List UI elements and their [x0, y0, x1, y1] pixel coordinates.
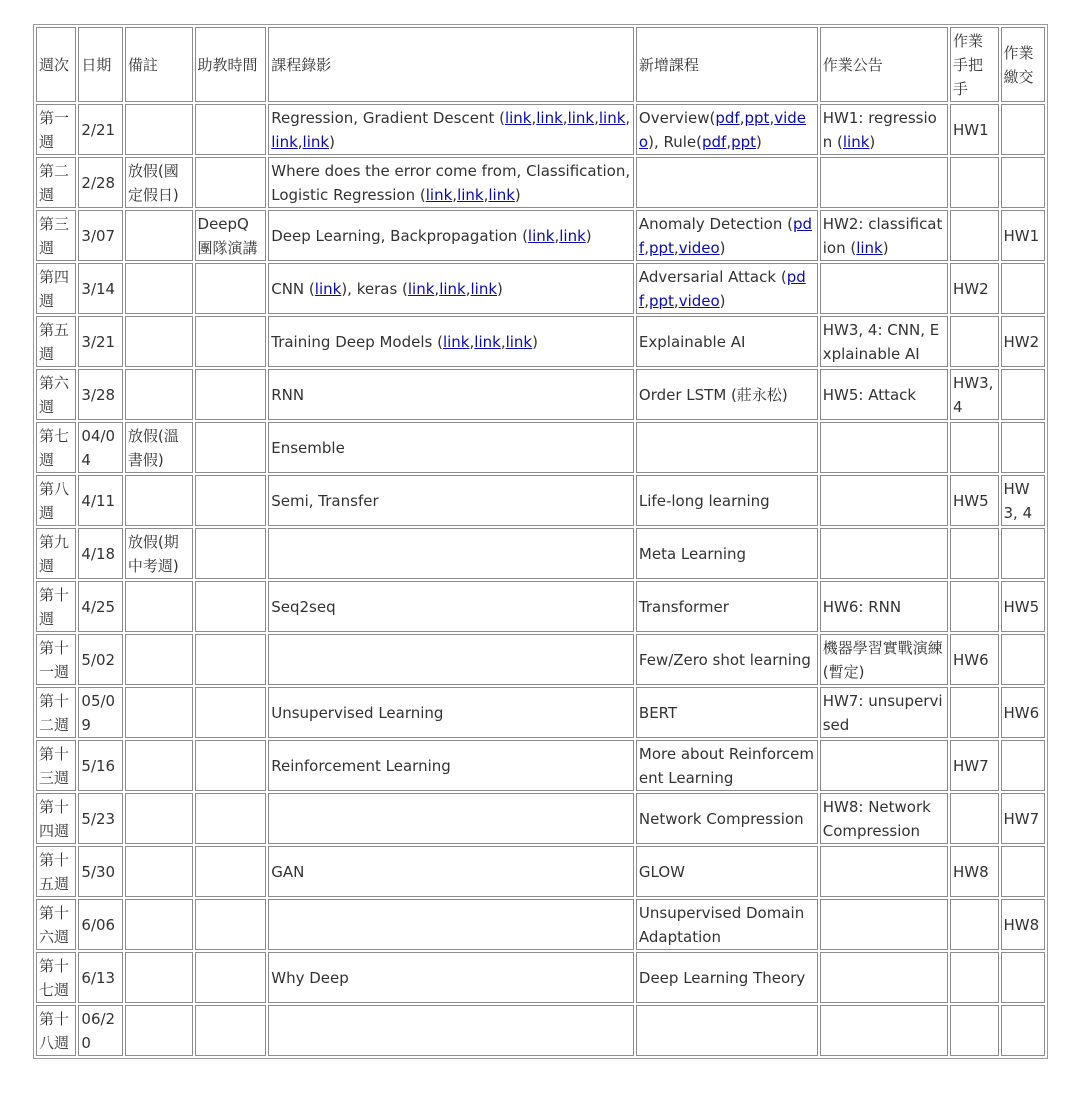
hw-tutorial-cell: HW6: [950, 634, 998, 685]
link-link[interactable]: link: [504, 108, 532, 127]
cell-text: ): [869, 132, 876, 151]
pdf-link[interactable]: pdf: [702, 132, 727, 151]
lecture-video-cell: [268, 210, 634, 261]
lecture-video-cell: [268, 581, 634, 632]
hw-submission-cell: [1001, 104, 1046, 155]
hw-submission-cell: [1001, 528, 1046, 579]
date-cell: 5/30: [78, 846, 122, 897]
ta-hours-cell: [195, 263, 267, 314]
lecture-video-cell: [268, 952, 634, 1003]
week-cell: 第三週: [36, 210, 76, 261]
note-cell: [125, 369, 193, 420]
week-cell: 第十四週: [36, 793, 76, 844]
new-lecture-cell: [636, 634, 818, 685]
cell-text: ): [719, 291, 726, 310]
cell-text: Anomaly Detection (: [638, 214, 793, 233]
ta-hours-cell: [195, 740, 267, 791]
table-row: [36, 210, 1045, 261]
date-cell: 5/02: [78, 634, 122, 685]
cell-text: CNN (: [271, 279, 315, 298]
video-link[interactable]: video: [678, 291, 720, 310]
note-cell: [125, 846, 193, 897]
note-cell: 放假(期中考週): [125, 528, 193, 579]
hw-announcement-cell: [820, 210, 948, 261]
date-cell: 4/11: [78, 475, 122, 526]
cell-text: Overview(: [638, 108, 716, 127]
header-ta-hours: 助教時間: [195, 27, 267, 102]
cell-text: ): [585, 226, 592, 245]
date-cell: 3/28: [78, 369, 122, 420]
cell-text: ): [882, 238, 889, 257]
table-row: [36, 581, 1045, 632]
date-cell: 4/25: [78, 581, 122, 632]
table-row: [36, 422, 1045, 473]
cell-text: HW3, 4: CNN, Explainable AI: [822, 320, 940, 363]
hw-tutorial-cell: HW3, 4: [950, 369, 998, 420]
pdf-link[interactable]: pdf: [638, 267, 806, 310]
hw-announcement-cell: [820, 899, 948, 950]
hw-submission-cell: [1001, 846, 1046, 897]
hw-submission-cell: [1001, 634, 1046, 685]
link-link[interactable]: link: [536, 108, 563, 127]
header-date: 日期: [78, 27, 122, 102]
hw-announcement-cell: [820, 475, 948, 526]
header-note: 備註: [125, 27, 193, 102]
week-cell: 第十三週: [36, 740, 76, 791]
cell-text: ,: [739, 108, 745, 127]
new-lecture-cell: [636, 369, 818, 420]
hw-tutorial-cell: [950, 952, 998, 1003]
lecture-video-cell: [268, 899, 634, 950]
cell-text: Seq2seq: [271, 597, 336, 616]
table-row: [36, 740, 1045, 791]
ta-hours-cell: [195, 369, 267, 420]
cell-text: Explainable AI: [638, 332, 746, 351]
link-link[interactable]: link: [488, 185, 515, 204]
cell-text: GLOW: [638, 862, 685, 881]
ppt-link[interactable]: ppt: [744, 108, 770, 127]
link-link[interactable]: link: [567, 108, 595, 127]
hw-tutorial-cell: [950, 528, 998, 579]
link-link[interactable]: link: [439, 279, 466, 298]
link-link[interactable]: link: [598, 108, 626, 127]
ta-hours-cell: [195, 104, 267, 155]
hw-tutorial-cell: HW7: [950, 740, 998, 791]
cell-text: ): [532, 332, 538, 351]
new-lecture-cell: [636, 104, 818, 155]
ppt-link[interactable]: ppt: [648, 291, 674, 310]
lecture-video-cell: [268, 369, 634, 420]
cell-text: ,: [554, 226, 560, 245]
cell-text: Ensemble: [271, 438, 345, 457]
cell-text: Deep Learning Theory: [638, 968, 806, 987]
cell-text: HW7: unsupervised: [822, 691, 943, 734]
week-cell: 第四週: [36, 263, 76, 314]
ta-hours-cell: [195, 793, 267, 844]
ta-hours-cell: [195, 157, 267, 208]
link-link[interactable]: link: [842, 132, 870, 151]
lecture-video-cell: [268, 846, 634, 897]
new-lecture-cell: [636, 528, 818, 579]
table-header-row: [36, 27, 1045, 102]
ppt-link[interactable]: ppt: [731, 132, 757, 151]
hw-announcement-cell: [820, 793, 948, 844]
hw-announcement-cell: [820, 634, 948, 685]
cell-text: Meta Learning: [638, 544, 747, 563]
date-cell: 4/18: [78, 528, 122, 579]
note-cell: [125, 475, 193, 526]
cell-text: HW8: Network Compression: [822, 797, 931, 840]
week-cell: 第一週: [36, 104, 76, 155]
table-row: [36, 687, 1045, 738]
ta-hours-cell: [195, 316, 267, 367]
week-cell: 第十七週: [36, 952, 76, 1003]
hw-tutorial-cell: [950, 316, 998, 367]
hw-tutorial-cell: [950, 687, 998, 738]
link-link[interactable]: link: [856, 238, 883, 257]
table-row: [36, 104, 1045, 155]
hw-tutorial-cell: HW2: [950, 263, 998, 314]
hw-announcement-cell: [820, 104, 948, 155]
cell-text: ,: [673, 291, 679, 310]
date-cell: 06/20: [78, 1005, 122, 1056]
cell-text: ,: [644, 291, 649, 310]
week-cell: 第十五週: [36, 846, 76, 897]
hw-announcement-cell: [820, 740, 948, 791]
cell-text: ,: [562, 108, 568, 127]
week-cell: 第十六週: [36, 899, 76, 950]
link-link[interactable]: link: [302, 132, 330, 151]
cell-text: Transformer: [638, 597, 729, 616]
cell-text: HW1: regression (: [822, 108, 937, 151]
lecture-video-cell: [268, 1005, 634, 1056]
hw-announcement-cell: [820, 263, 948, 314]
header-lecture-video: 課程錄影: [268, 27, 634, 102]
cell-text: ): [329, 132, 335, 151]
cell-text: ,: [452, 185, 458, 204]
cell-text: HW5: Attack: [822, 385, 917, 404]
cell-text: ,: [483, 185, 489, 204]
ta-hours-cell: [195, 422, 267, 473]
hw-submission-cell: [1001, 263, 1046, 314]
new-lecture-cell: [636, 687, 818, 738]
new-lecture-cell: [636, 210, 818, 261]
table-row: [36, 899, 1045, 950]
new-lecture-cell: [636, 846, 818, 897]
cell-text: ,: [594, 108, 599, 127]
cell-text: ,: [673, 238, 679, 257]
new-lecture-cell: [636, 475, 818, 526]
table-row: [36, 157, 1045, 208]
ta-hours-cell: [195, 952, 267, 1003]
note-cell: [125, 316, 193, 367]
date-cell: 3/21: [78, 316, 122, 367]
hw-tutorial-cell: HW1: [950, 104, 998, 155]
link-link[interactable]: link: [559, 226, 586, 245]
hw-submission-cell: [1001, 952, 1046, 1003]
table-row: [36, 263, 1045, 314]
hw-tutorial-cell: [950, 157, 998, 208]
hw-submission-cell: HW6: [1001, 687, 1046, 738]
ppt-link[interactable]: ppt: [648, 238, 674, 257]
week-cell: 第五週: [36, 316, 76, 367]
note-cell: [125, 740, 193, 791]
lecture-video-cell: [268, 793, 634, 844]
schedule-container: [33, 24, 1048, 1059]
cell-text: Training Deep Models (: [271, 332, 443, 351]
cell-text: ,: [434, 279, 440, 298]
cell-text: ): [756, 132, 762, 151]
cell-text: ,: [625, 108, 631, 127]
ta-hours-cell: [195, 475, 267, 526]
note-cell: [125, 581, 193, 632]
note-cell: [125, 104, 193, 155]
hw-tutorial-cell: [950, 210, 998, 261]
new-lecture-cell: [636, 740, 818, 791]
hw-tutorial-cell: [950, 581, 998, 632]
note-cell: [125, 952, 193, 1003]
cell-text: 機器學習實戰演練(暫定): [822, 638, 943, 681]
note-cell: [125, 634, 193, 685]
link-link[interactable]: link: [457, 185, 484, 204]
cell-text: Unsupervised Domain Adaptation: [638, 903, 805, 946]
date-cell: 5/16: [78, 740, 122, 791]
cell-text: ,: [297, 132, 303, 151]
new-lecture-cell: [636, 157, 818, 208]
new-lecture-cell: [636, 581, 818, 632]
week-cell: 第八週: [36, 475, 76, 526]
ta-hours-cell: [195, 687, 267, 738]
link-link[interactable]: link: [505, 332, 533, 351]
hw-announcement-cell: [820, 422, 948, 473]
hw-announcement-cell: [820, 157, 948, 208]
link-link[interactable]: link: [442, 332, 470, 351]
hw-submission-cell: [1001, 740, 1046, 791]
date-cell: 2/28: [78, 157, 122, 208]
cell-text: ,: [531, 108, 537, 127]
lecture-video-cell: [268, 104, 634, 155]
note-cell: [125, 210, 193, 261]
cell-text: Network Compression: [638, 809, 804, 828]
hw-announcement-cell: [820, 528, 948, 579]
cell-text: Unsupervised Learning: [271, 703, 444, 722]
ta-hours-cell: [195, 1005, 267, 1056]
new-lecture-cell: [636, 952, 818, 1003]
table-row: [36, 475, 1045, 526]
hw-submission-cell: [1001, 157, 1046, 208]
lecture-video-cell: [268, 316, 634, 367]
table-row: [36, 1005, 1045, 1056]
new-lecture-cell: [636, 899, 818, 950]
link-link[interactable]: link: [425, 185, 453, 204]
header-week: 週次: [36, 27, 76, 102]
hw-announcement-cell: [820, 687, 948, 738]
hw-announcement-cell: [820, 316, 948, 367]
hw-submission-cell: HW7: [1001, 793, 1046, 844]
cell-text: Semi, Transfer: [271, 491, 379, 510]
lecture-video-cell: [268, 422, 634, 473]
new-lecture-cell: [636, 422, 818, 473]
hw-tutorial-cell: [950, 793, 998, 844]
lecture-video-cell: [268, 740, 634, 791]
lecture-video-cell: [268, 687, 634, 738]
cell-text: Order LSTM (莊永松): [638, 385, 788, 404]
pdf-link[interactable]: pdf: [638, 214, 813, 257]
cell-text: More about Reinforcement Learning: [638, 744, 814, 787]
date-cell: 3/14: [78, 263, 122, 314]
date-cell: 5/23: [78, 793, 122, 844]
note-cell: 放假(溫書假): [125, 422, 193, 473]
hw-tutorial-cell: HW5: [950, 475, 998, 526]
video-link[interactable]: video: [678, 238, 720, 257]
date-cell: 6/06: [78, 899, 122, 950]
date-cell: 6/13: [78, 952, 122, 1003]
header-hw-announcement: 作業公告: [820, 27, 948, 102]
hw-submission-cell: HW1: [1001, 210, 1046, 261]
table-row: [36, 634, 1045, 685]
date-cell: 04/04: [78, 422, 122, 473]
week-cell: 第七週: [36, 422, 76, 473]
hw-announcement-cell: [820, 846, 948, 897]
new-lecture-cell: [636, 1005, 818, 1056]
cell-text: ,: [644, 238, 649, 257]
hw-announcement-cell: [820, 1005, 948, 1056]
cell-text: Where does the error come from, Classification, Logistic Regression (: [271, 161, 631, 204]
cell-text: ,: [469, 332, 475, 351]
new-lecture-cell: [636, 316, 818, 367]
new-lecture-cell: [636, 263, 818, 314]
header-hw-submission: 作業繳交: [1001, 27, 1046, 102]
video-link[interactable]: video: [638, 108, 807, 151]
cell-text: Deep Learning, Backpropagation (: [271, 226, 528, 245]
cell-text: ,: [726, 132, 732, 151]
table-row: [36, 316, 1045, 367]
ta-hours-cell: [195, 528, 267, 579]
cell-text: ): [719, 238, 726, 257]
ta-hours-cell: [195, 634, 267, 685]
cell-text: Reinforcement Learning: [271, 756, 451, 775]
date-cell: 05/09: [78, 687, 122, 738]
link-link[interactable]: link: [527, 226, 555, 245]
ta-hours-cell: DeepQ團隊演講: [195, 210, 267, 261]
pdf-link[interactable]: pdf: [715, 108, 740, 127]
cell-text: ), Rule(: [648, 132, 702, 151]
cell-text: ,: [769, 108, 775, 127]
cell-text: HW6: RNN: [822, 597, 902, 616]
lecture-video-cell: [268, 475, 634, 526]
week-cell: 第二週: [36, 157, 76, 208]
ta-hours-cell: [195, 581, 267, 632]
week-cell: 第十一週: [36, 634, 76, 685]
note-cell: [125, 899, 193, 950]
course-schedule-table: [33, 24, 1048, 1059]
link-link[interactable]: link: [407, 279, 435, 298]
week-cell: 第六週: [36, 369, 76, 420]
ta-hours-cell: [195, 846, 267, 897]
cell-text: Why Deep: [271, 968, 349, 987]
hw-tutorial-cell: HW8: [950, 846, 998, 897]
hw-submission-cell: HW2: [1001, 316, 1046, 367]
hw-announcement-cell: [820, 581, 948, 632]
hw-announcement-cell: [820, 369, 948, 420]
header-new-lecture: 新增課程: [636, 27, 818, 102]
note-cell: [125, 687, 193, 738]
note-cell: [125, 1005, 193, 1056]
table-row: [36, 369, 1045, 420]
hw-submission-cell: [1001, 1005, 1046, 1056]
cell-text: ,: [500, 332, 506, 351]
link-link[interactable]: link: [271, 132, 298, 151]
link-link[interactable]: link: [474, 332, 501, 351]
hw-submission-cell: HW3, 4: [1001, 475, 1046, 526]
cell-text: Life-long learning: [638, 491, 770, 510]
ta-hours-cell: [195, 899, 267, 950]
cell-text: Regression, Gradient Descent (: [271, 108, 505, 127]
table-row: [36, 528, 1045, 579]
lecture-video-cell: [268, 157, 634, 208]
cell-text: Adversarial Attack (: [638, 267, 787, 286]
table-row: [36, 793, 1045, 844]
link-link[interactable]: link: [314, 279, 342, 298]
lecture-video-cell: [268, 528, 634, 579]
new-lecture-cell: [636, 793, 818, 844]
link-link[interactable]: link: [470, 279, 498, 298]
date-cell: 2/21: [78, 104, 122, 155]
table-row: [36, 952, 1045, 1003]
week-cell: 第十二週: [36, 687, 76, 738]
hw-tutorial-cell: [950, 899, 998, 950]
hw-submission-cell: [1001, 422, 1046, 473]
note-cell: 放假(國定假日): [125, 157, 193, 208]
cell-text: GAN: [271, 862, 305, 881]
note-cell: [125, 793, 193, 844]
cell-text: RNN: [271, 385, 305, 404]
header-hw-tutorial: 作業手把手: [950, 27, 998, 102]
note-cell: [125, 263, 193, 314]
lecture-video-cell: [268, 634, 634, 685]
cell-text: BERT: [638, 703, 678, 722]
table-row: [36, 846, 1045, 897]
lecture-video-cell: [268, 263, 634, 314]
cell-text: ): [514, 185, 521, 204]
hw-submission-cell: [1001, 369, 1046, 420]
week-cell: 第九週: [36, 528, 76, 579]
cell-text: ), keras (: [341, 279, 408, 298]
week-cell: 第十八週: [36, 1005, 76, 1056]
hw-submission-cell: HW8: [1001, 899, 1046, 950]
hw-submission-cell: HW5: [1001, 581, 1046, 632]
hw-tutorial-cell: [950, 422, 998, 473]
cell-text: HW2: classification (: [822, 214, 943, 257]
schedule-body: [36, 104, 1045, 1056]
cell-text: Few/Zero shot learning: [638, 650, 811, 669]
cell-text: ): [497, 279, 503, 298]
week-cell: 第十週: [36, 581, 76, 632]
hw-announcement-cell: [820, 952, 948, 1003]
date-cell: 3/07: [78, 210, 122, 261]
cell-text: ,: [465, 279, 471, 298]
hw-tutorial-cell: [950, 1005, 998, 1056]
